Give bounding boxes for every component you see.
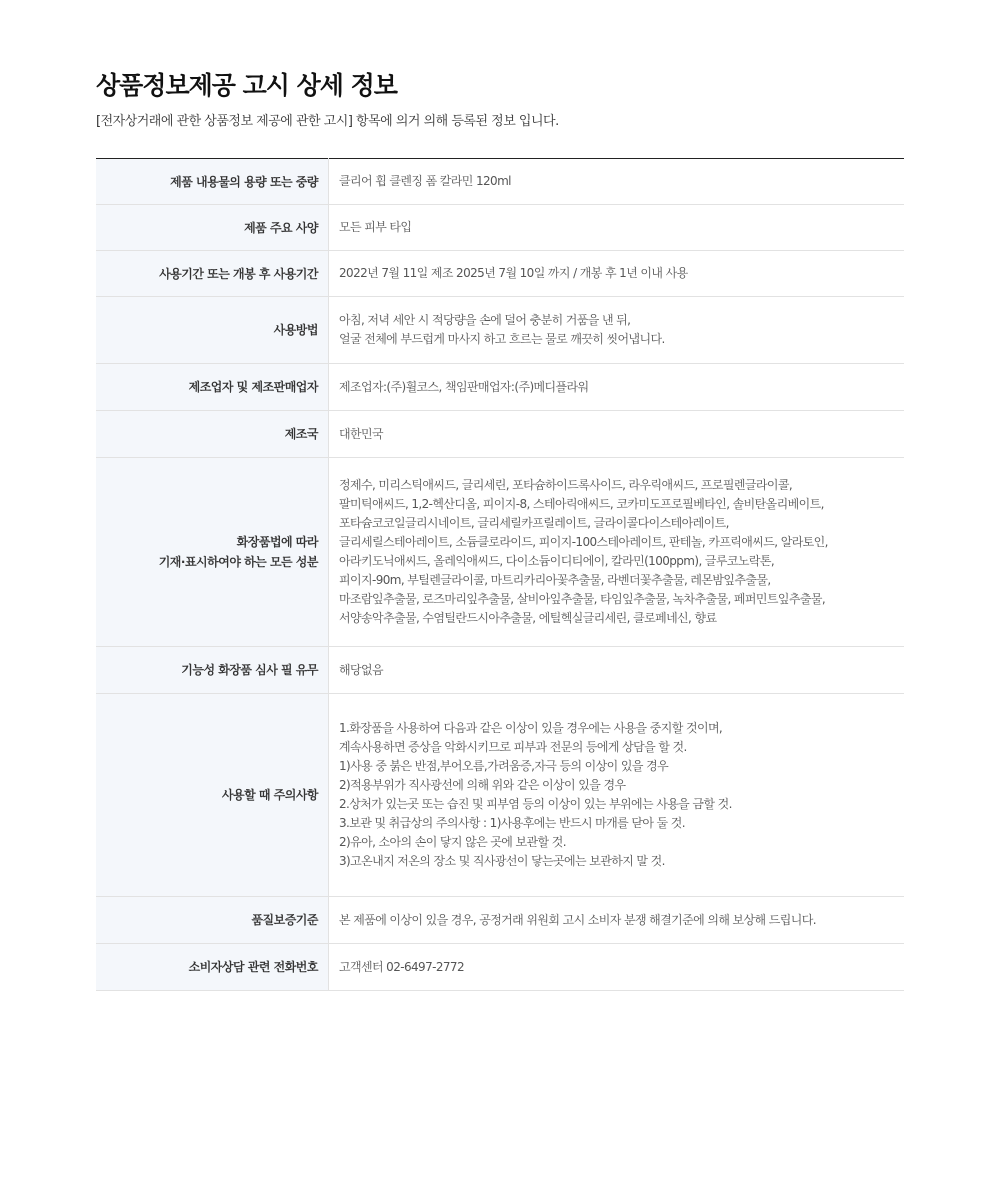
info-row-ingredients — [96, 458, 904, 647]
info-row-manufacturer — [96, 364, 904, 411]
product-info-notice — [96, 68, 904, 991]
row-label: 제조국 — [96, 411, 329, 458]
row-value: 해당없음 — [329, 647, 905, 694]
info-row-spec — [96, 205, 904, 251]
row-label: 사용방법 — [96, 297, 329, 364]
row-label: 제품 주요 사양 — [96, 205, 329, 251]
page-subtitle: [전자상거래에 관한 상품정보 제공에 관한 고시] 항목에 의거 의해 등록된 정보 입니다. — [96, 114, 559, 129]
info-table — [96, 158, 904, 991]
row-value: 1.화장품을 사용하여 다음과 같은 이상이 있을 경우에는 사용을 중지할 것이며, 계속사용하면 증상을 악화시키므로 피부과 전문의 등에게 상담을 할 것. 1)사용 중 붉은 반점,부어오름,가려움증,자극 등의 이상이 있을 경우 2)적용부위가 직사광선에 의해 위와 같은 이상이 있을 경우 2.상처가 있는곳 또는 습진 및 피부염 등의 이상이 있는 부위에는 사용을 금할 것. 3.보관 및 취급상의 주의사항 : 1)사용후에는 반드시 마개를 닫아 둘 것. 2)유아, 소아의 손이 닿지 않은 곳에 보관할 것. 3)고온내지 저온의 장소 및 직사광선이 닿는곳에는 보관하지 말 것. — [329, 694, 905, 897]
row-value: 고객센터 02-6497-2772 — [329, 944, 905, 991]
info-row-capacity — [96, 159, 904, 205]
row-label: 제품 내용물의 용량 또는 중량 — [96, 159, 329, 205]
row-value: 본 제품에 이상이 있을 경우, 공정거래 위원회 고시 소비자 분쟁 해결기준에 의해 보상해 드립니다. — [329, 897, 905, 944]
info-row-functional — [96, 647, 904, 694]
row-label: 사용기간 또는 개봉 후 사용기간 — [96, 251, 329, 297]
info-row-usage — [96, 297, 904, 364]
row-value: 2022년 7월 11일 제조 2025년 7월 10일 까지 / 개봉 후 1년 이내 사용 — [329, 251, 905, 297]
row-value: 대한민국 — [329, 411, 905, 458]
row-label: 품질보증기준 — [96, 897, 329, 944]
row-value: 정제수, 미리스틱애씨드, 글리세린, 포타슘하이드록사이드, 라우릭애씨드, 프로필렌글라이콜, 팔미틱애씨드, 1,2-헥산디올, 피이지-8, 스테아릭애씨드, 코카미도프로필베타인, 솔비탄올리베이트, 포타슘코코일글리시네이트, 글리세릴카프릴레이트, 글라이콜다이스테아레이트, 글리세릴스테아레이트, 소듐클로라이드, 피이지-100스테아레이트, 판테놀, 카프릭애씨드, 알라토인, 아라키도닉애씨드, 올레익애씨드, 다이소듐이디티에이, 칼라민(100ppm), 글루코노락톤, 피이지-90m, 부틸렌글라이콜, 마트리카리아꽃추출물, 라벤더꽃추출물, 레몬밤잎추출물, 마조람잎추출물, 로즈마리잎추출물, 살비아잎추출물, 타임잎추출물, 녹차추출물, 페퍼민트잎추출물, 서양송악추출물, 수염틸란드시아추출물, 에틸헥실글리세린, 클로페네신, 향료 — [329, 458, 905, 647]
row-label — [96, 458, 329, 647]
row-value: 클리어 휩 클렌징 폼 칼라민 120ml — [329, 159, 905, 205]
info-row-phone — [96, 944, 904, 991]
row-label: 기능성 화장품 심사 필 유무 — [96, 647, 329, 694]
row-label: 소비자상담 관련 전화번호 — [96, 944, 329, 991]
page-title: 상품정보제공 고시 상세 정보 — [96, 71, 397, 100]
row-value: 모든 피부 타입 — [329, 205, 905, 251]
info-row-cautions — [96, 694, 904, 897]
row-label: 제조업자 및 제조판매업자 — [96, 364, 329, 411]
info-row-country — [96, 411, 904, 458]
row-label: 사용할 때 주의사항 — [96, 694, 329, 897]
info-row-expiry — [96, 251, 904, 297]
row-label-text: 화장품법에 따라 기재·표시하여야 하는 모든 성분 — [158, 535, 318, 569]
row-value: 아침, 저녁 세안 시 적당량을 손에 덜어 충분히 거품을 낸 뒤, 얼굴 전체에 부드럽게 마사지 하고 흐르는 물로 깨끗히 씻어냅니다. — [329, 297, 905, 364]
row-value: 제조업자:(주)휠코스, 책임판매업자:(주)메디플라워 — [329, 364, 905, 411]
info-row-quality — [96, 897, 904, 944]
